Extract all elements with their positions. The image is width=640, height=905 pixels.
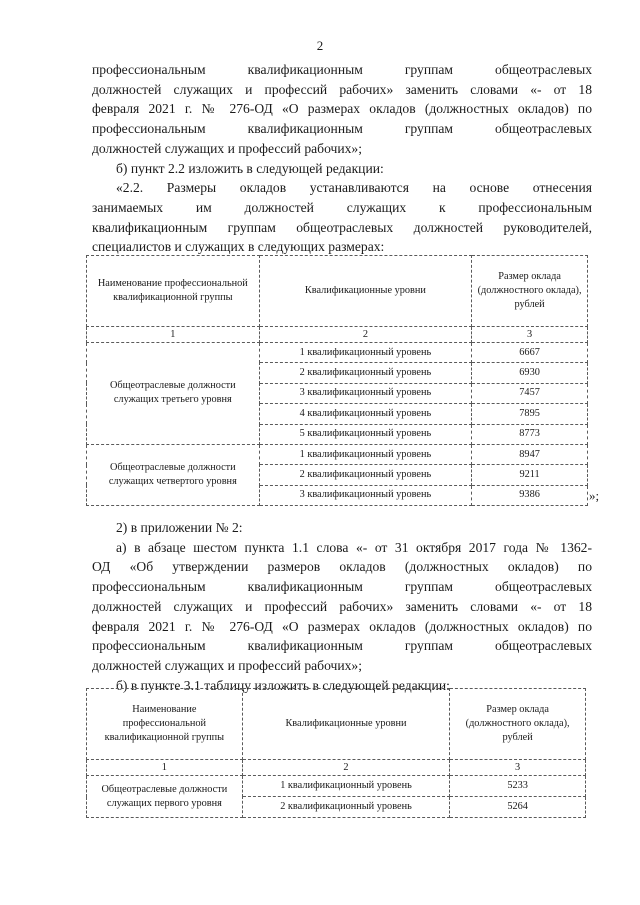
paragraph-line: профессиональным квалификационным группам общеотраслевых (92, 579, 592, 595)
paragraph-line: должностей служащих и профессий рабочих» заменить словами «- от 18 (92, 598, 592, 614)
header-levels: Квалификационные уровни (242, 689, 450, 760)
paragraph-line: 2) в приложении № 2: (116, 520, 243, 535)
salary-table-2 (86, 688, 586, 818)
salary-cell: 5264 (450, 797, 586, 818)
header-salary: Размер оклада (должностного оклада), рублей (450, 689, 586, 760)
column-number: 1 (87, 327, 260, 343)
paragraph-line: занимаемых им должностей служащих к профессиональным (92, 199, 592, 215)
paragraph-line: февраля 2021 г. № 276-ОД «О размерах окладов (должностных окладов) по (92, 101, 592, 117)
group-name-third-level: Общеотраслевые должности служащих третьего уровня (87, 343, 260, 445)
group-name-fourth-level: Общеотраслевые должности служащих четвертого уровня (87, 444, 260, 505)
salary-cell: 9386 (472, 485, 588, 505)
group-name-first-level: Общеотраслевые должности служащих первого уровня (87, 776, 243, 818)
paragraph-line: февраля 2021 г. № 276-ОД «О размерах окладов (должностных окладов) по (92, 618, 592, 634)
table-number-row (87, 327, 588, 343)
header-levels: Квалификационные уровни (259, 256, 472, 327)
header-salary: Размер оклада (должностного оклада), рублей (472, 256, 588, 327)
salary-cell: 6930 (472, 363, 588, 383)
table-number-row (87, 760, 586, 776)
column-number: 2 (259, 327, 472, 343)
salary-cell: 8773 (472, 424, 588, 444)
column-number: 1 (87, 760, 243, 776)
closing-quote: »; (589, 488, 600, 503)
column-number: 3 (472, 327, 588, 343)
level-cell: 2 квалификационный уровень (259, 363, 472, 383)
salary-table-1 (86, 255, 588, 506)
table-row (87, 776, 586, 797)
table-header-row (87, 256, 588, 327)
header-group-name: Наименование профессиональной квалификационной группы (87, 256, 260, 327)
paragraph-line: должностей служащих и профессий рабочих» заменить словами «- от 18 (92, 81, 592, 97)
paragraph-line: профессиональным квалификационным группам общеотраслевых (92, 62, 592, 77)
header-group-name: Наименование профессиональной квалификационной группы (87, 689, 243, 760)
level-cell: 2 квалификационный уровень (259, 465, 472, 485)
text-block-middle (92, 518, 592, 695)
paragraph-line: «2.2. Размеры окладов устанавливаются на основе отнесения (116, 180, 592, 196)
salary-cell: 9211 (472, 465, 588, 485)
paragraph-line: должностей служащих и профессий рабочих»; (92, 657, 363, 673)
level-cell: 4 квалификационный уровень (259, 404, 472, 424)
column-number: 2 (242, 760, 450, 776)
page-number: 2 (316, 38, 324, 53)
paragraph-line: квалификационным группам общеотраслевых должностей руководителей, (92, 219, 592, 235)
paragraph-line: должностей служащих и профессий рабочих»; (92, 140, 363, 156)
level-cell: 1 квалификационный уровень (259, 444, 472, 464)
level-cell: 3 квалификационный уровень (259, 383, 472, 403)
paragraph-line: а) в абзаце шестом пункта 1.1 слова «- от 31 октября 2017 года № 1362- (116, 539, 592, 555)
paragraph-line: б) пункт 2.2 изложить в следующей редакции: (116, 160, 384, 176)
table-header-row (87, 689, 586, 760)
text-block-top (92, 60, 592, 257)
salary-cell: 6667 (472, 343, 588, 363)
level-cell: 5 квалификационный уровень (259, 424, 472, 444)
salary-cell: 7895 (472, 404, 588, 424)
table-row (87, 444, 588, 464)
level-cell: 3 квалификационный уровень (259, 485, 472, 505)
salary-cell: 5233 (450, 776, 586, 797)
salary-cell: 7457 (472, 383, 588, 403)
table-row (87, 343, 588, 363)
paragraph-line: ОД «Об утверждении размеров окладов (должностных окладов) по (92, 559, 592, 575)
column-number: 3 (450, 760, 586, 776)
paragraph-line: специалистов и служащих в следующих размерах: (92, 239, 385, 255)
level-cell: 1 квалификационный уровень (259, 343, 472, 363)
level-cell: 2 квалификационный уровень (242, 797, 450, 818)
paragraph-line: профессиональным квалификационным группам общеотраслевых (92, 121, 592, 137)
paragraph-line: б) в пункте 3.1 таблицу изложить в следующей редакции: (116, 677, 450, 693)
salary-cell: 8947 (472, 444, 588, 464)
level-cell: 1 квалификационный уровень (242, 776, 450, 797)
paragraph-line: профессиональным квалификационным группам общеотраслевых (92, 638, 592, 654)
